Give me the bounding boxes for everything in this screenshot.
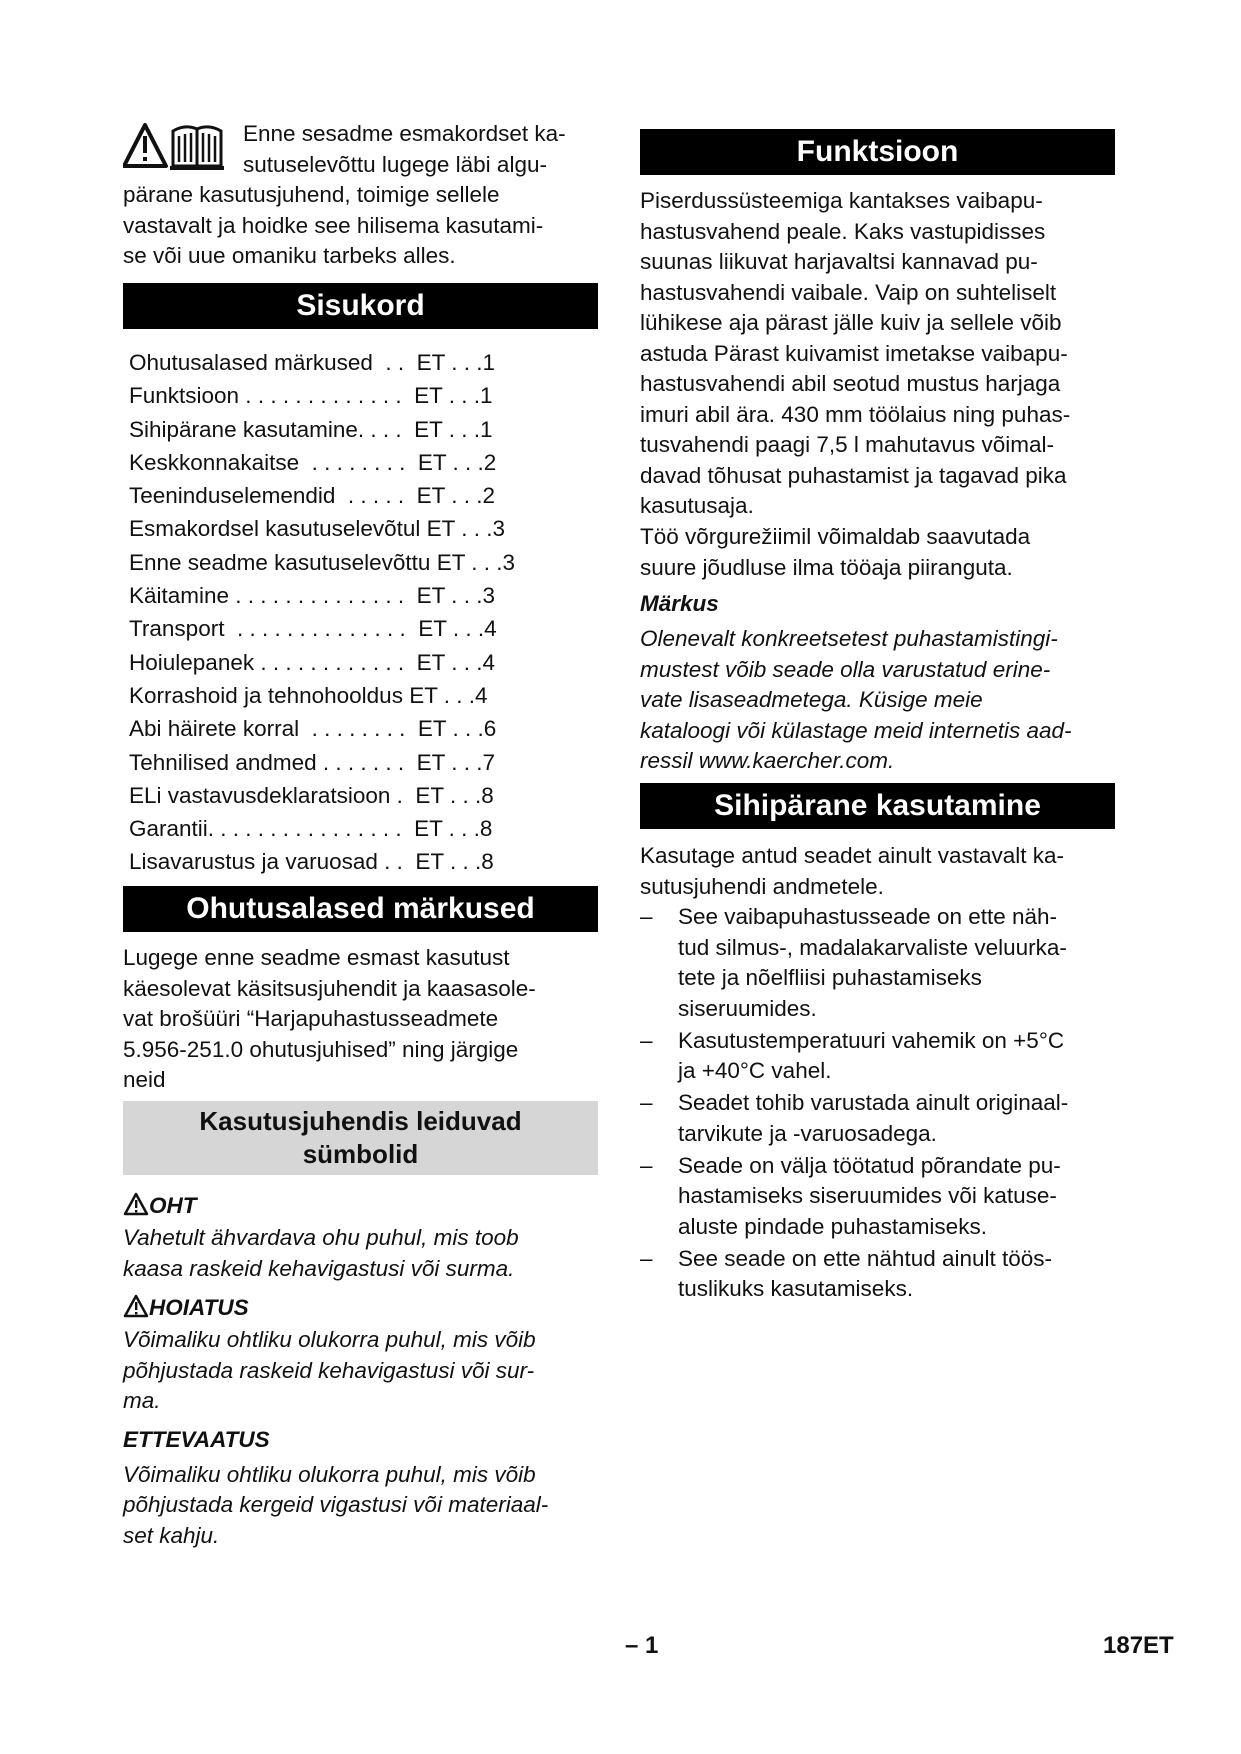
function-text: Piserdussüsteemiga kantakses vaibapu- hastusvahend peale. Kaks vastupidisses suunas liikuvat harjavaltsi kannavad pu- hastusvahendi vaibale. Vaip on suhteliselt lühikese aja pärast jälle kuiv ja sellele võib astuda Pärast kuivamist imetakse vaibapu- hastusvahendi abil seotud mustus harjaga imuri abil ära. 430 mm töölaius ning puhas- tusvahendi paagi 7,5 l mahutavus võimal- davad tõhusat puhastamist ja tagavad pika kasutusaja. [640, 188, 1071, 518]
toc-item: ELi vastavusdeklaratsioon . ET . . .8 [129, 782, 494, 808]
bullet-text: Seadet tohib varustada ainult originaal- tarvikute ja -varuosadega. [678, 1090, 1069, 1146]
toc-item: Käitamine . . . . . . . . . . . . . . ET . . .3 [129, 583, 495, 609]
bullet-dash: – [640, 1245, 653, 1271]
bullet-dash: – [640, 1152, 653, 1178]
toc-item: Korrashoid ja tehnohooldus ET . . .4 [129, 682, 488, 708]
note-text: Olenevalt konkreetsetest puhastamistingi- mustest võib seade olla varustatud erine- vate lisaseadmetega. Küsige meie kataloogi või külastage meid internetis aad- ressil www.kaercher.com. [640, 626, 1072, 773]
list-item [640, 902, 1118, 1024]
intended-use-text: Kasutage antud seadet ainult vastavalt ka- sutusjuhendi andmetele. [640, 843, 1065, 899]
toc-item: Sihipärane kasutamine. . . . ET . . .1 [129, 416, 493, 442]
symbols-subheading: Kasutusjuhendis leiduvad sümbolid [123, 1101, 598, 1175]
bullet-dash: – [640, 904, 653, 929]
caution-text: Võimaliku ohtliku olukorra puhul, mis võib põhjustada kergeid vigastusi või materiaal- set kahju. [123, 1461, 549, 1548]
function-heading: Funktsioon [640, 129, 1115, 175]
table-of-contents [129, 346, 599, 879]
function-network-text: Töö võrgurežiimil võimaldab saavutada suure jõudluse ilma tööaja piiranguta. [640, 524, 1031, 580]
list-item [640, 1088, 1118, 1149]
intro-icons [123, 122, 231, 172]
safety-intro-text: Lugege enne seadme esmast kasutust käesolevat käsitsusjuhendit ja kaasasole- vat brošüüri “Harjapuhastusseadmete 5.956-251.0 ohutusjuhised” ning järgige neid [123, 945, 536, 1092]
bullet-text: Seade on välja töötatud põrandate pu- hastamiseks siseruumides või katuse- aluste pindade puhastamiseks. [678, 1152, 1061, 1239]
danger-text: Vahetult ähvardava ohu puhul, mis toob kaasa raskeid kehavigastusi või surma. [123, 1225, 519, 1281]
safety-heading: Ohutusalased märkused [123, 886, 598, 932]
danger-label-row [123, 1191, 601, 1221]
toc-item: Transport . . . . . . . . . . . . . . ET . . .4 [129, 616, 497, 642]
bullet-dash: – [640, 1027, 653, 1053]
bullet-text: See vaibapuhastusseade on ette näh- tud silmus-, madalakarvaliste veluurka- tete ja nõelfliisi puhastamiseks siseruumides. [678, 904, 1067, 1021]
toc-item: Tehnilised andmed . . . . . . . ET . . .7 [129, 749, 496, 775]
bullet-dash: – [640, 1090, 653, 1115]
warning-label: HOIATUS [149, 1295, 249, 1320]
toc-item: Abi häirete korral . . . . . . . . ET . . .6 [129, 716, 497, 742]
intended-use-heading: Sihipärane kasutamine [640, 783, 1115, 829]
symbols-section [123, 1191, 601, 1551]
toc-item: Funktsioon . . . . . . . . . . . . . ET . . .1 [129, 383, 493, 409]
toc-item: Ohutusalased märkused . . ET . . .1 [129, 350, 496, 375]
manual-book-icon [170, 127, 224, 170]
caution-label: ETTEVAATUS [123, 1426, 270, 1452]
warning-triangle-icon [124, 125, 166, 166]
intro-first-lines: Enne sesadme esmakordset ka- sutuselevõttu lugege läbi algu- [243, 121, 566, 177]
warning-text: Võimaliku ohtliku olukorra puhul, mis võib põhjustada raskeid kehavigastusi või sur- ma. [123, 1327, 536, 1413]
danger-label: OHT [149, 1193, 197, 1218]
toc-item: Enne seadme kasutuselevõttu ET . . .3 [129, 549, 516, 575]
toc-item: Garantii. . . . . . . . . . . . . . . . ET . . .8 [129, 816, 493, 842]
note-label: Märkus [640, 591, 719, 616]
toc-item: Esmakordsel kasutuselevõtul ET . . .3 [129, 516, 506, 542]
toc-heading: Sisukord [123, 283, 598, 329]
danger-warning-icon [123, 1192, 149, 1216]
toc-item: Lisavarustus ja varuosad . . ET . . .8 [129, 849, 494, 875]
toc-item: Hoiulepanek . . . . . . . . . . . . ET . . .4 [129, 649, 495, 675]
bullet-text: Kasutustemperatuuri vahemik on +5°C ja +40°C vahel. [678, 1027, 1065, 1083]
list-item [640, 1244, 1118, 1305]
list-item [640, 1151, 1118, 1243]
intended-use-list [640, 902, 1118, 1306]
warning-icon [123, 1294, 149, 1318]
toc-item: Keskkonnakaitse . . . . . . . . ET . . .2 [129, 449, 497, 475]
warning-label-row [123, 1293, 601, 1323]
list-item [640, 1026, 1118, 1087]
intro-text: pärane kasutusjuhend, toimige sellele vastavalt ja hoidke see hilisema kasutami- se või uue omaniku tarbeks alles. [123, 182, 544, 268]
toc-item: Teeninduselemendid . . . . . ET . . .2 [129, 483, 496, 509]
page-marker: – 1 [625, 1632, 659, 1659]
page-number: 187ET [1103, 1632, 1174, 1659]
bullet-text: See seade on ette nähtud ainult töös- tuslikuks kasutamiseks. [678, 1245, 1053, 1301]
